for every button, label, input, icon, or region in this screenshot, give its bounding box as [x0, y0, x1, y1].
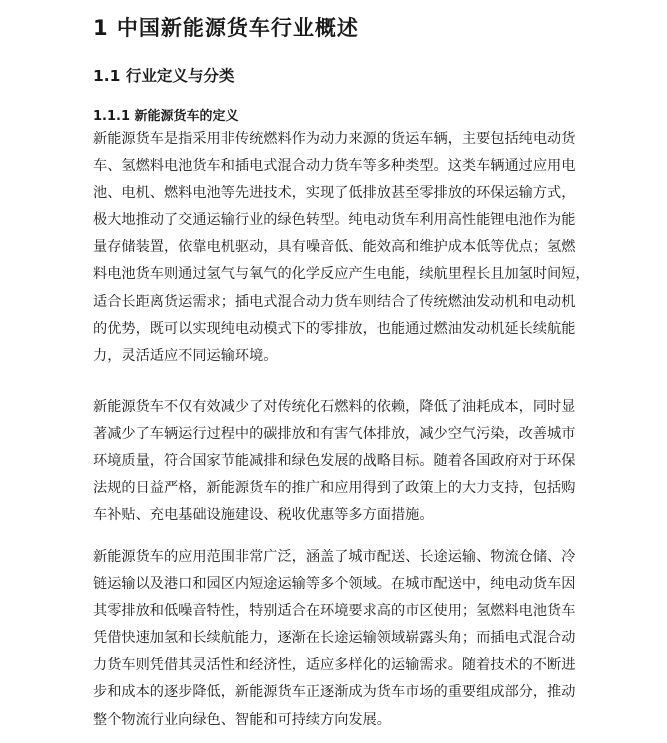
subsection-heading: 1.1.1 新能源货车的定义 [93, 109, 239, 124]
paragraph-line: 量存储装置，依靠电机驱动，具有噪音低、能效高和维护成本低等优点；氢燃 [93, 239, 576, 256]
paragraph-definition [93, 126, 590, 370]
paragraph-line: 其零排放和低噪音特性，特别适合在环境要求高的市区使用；氢燃料电池货车 [93, 603, 576, 620]
paragraph-line: 新能源货车的应用范围非常广泛，涵盖了城市配送、长途运输、物流仓储、冷 [93, 549, 576, 565]
section-heading: 1.1 行业定义与分类 [93, 67, 235, 85]
paragraph-line: 料电池货车则通过氢气与氧气的化学反应产生电能，续航里程长且加氢时间短， [93, 266, 590, 283]
paragraph-line: 池、电机、燃料电池等先进技术，实现了低排放甚至零排放的环保运输方式， [93, 185, 576, 202]
paragraph-line: 力货车则凭借其灵活性和经济性，适应多样化的运输需求。随着技术的不断进 [93, 657, 576, 674]
paragraph-line: 凭借快速加氢和长续航能力，逐渐在长途运输领域崭露头角；而插电式混合动 [93, 630, 576, 647]
paragraph-line: 车补贴、充电基础设施建设、税收优惠等多方面措施。 [93, 507, 434, 524]
paragraph-line: 新能源货车是指采用非传统燃料作为动力来源的货运车辆，主要包括纯电动货 [93, 131, 576, 147]
chapter-heading: 1 中国新能源货车行业概述 [93, 16, 359, 40]
paragraph-line: 力，灵活适应不同运输环境。 [93, 347, 278, 364]
paragraph-line: 环境质量，符合国家节能减排和绿色发展的战略目标。随着各国政府对于环保 [93, 453, 576, 470]
paragraph-line: 链运输以及港口和园区内短途运输等多个领域。在城市配送中，纯电动货车因 [93, 576, 576, 593]
paragraph-benefits [93, 394, 576, 529]
paragraph-line: 车、氢燃料电池货车和插电式混合动力货车等多种类型。这类车辆通过应用电 [93, 158, 576, 175]
paragraph-line: 步和成本的逐步降低，新能源货车正逐渐成为货车市场的重要组成部分，推动 [93, 684, 576, 701]
paragraph-line: 整个物流行业向绿色、智能和可持续方向发展。 [93, 711, 391, 728]
paragraph-line: 的优势，既可以实现纯电动模式下的零排放，也能通过燃油发动机延长续航能 [93, 320, 576, 337]
paragraph-line: 新能源货车不仅有效减少了对传统化石燃料的依赖，降低了油耗成本，同时显 [93, 399, 576, 415]
paragraph-line: 法规的日益严格，新能源货车的推广和应用得到了政策上的大力支持，包括购 [93, 480, 576, 497]
paragraph-line: 著减少了车辆运行过程中的碳排放和有害气体排放，减少空气污染，改善城市 [93, 426, 576, 443]
paragraph-line: 适合长距离货运需求；插电式混合动力货车则结合了传统燃油发动机和电动机 [93, 293, 576, 310]
paragraph-line: 极大地推动了交通运输行业的绿色转型。纯电动货车利用高性能锂电池作为能 [93, 212, 576, 229]
paragraph-applications [93, 544, 576, 734]
